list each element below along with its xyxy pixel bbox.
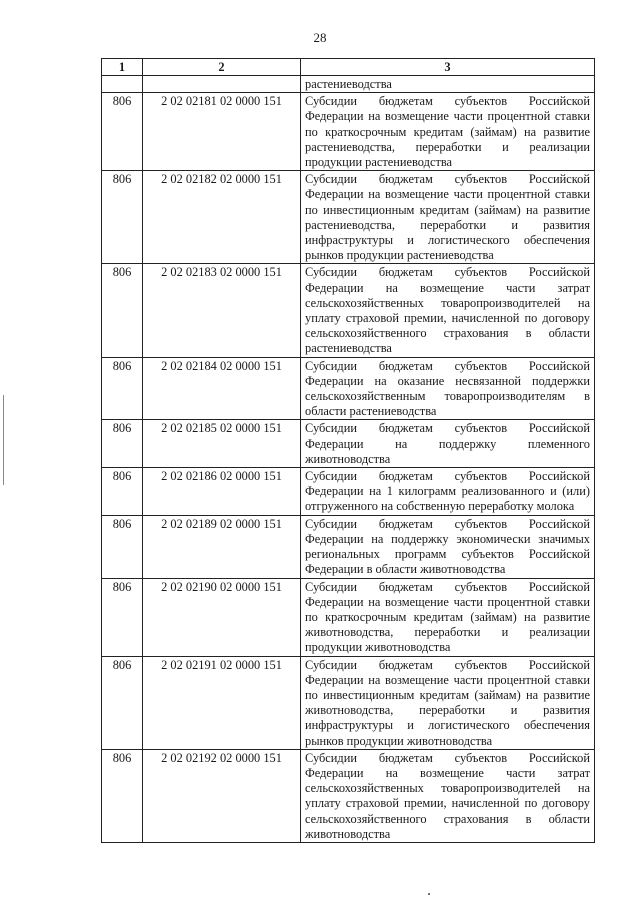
continuation-cell-2 bbox=[143, 76, 301, 93]
admin-code: 806 bbox=[102, 171, 143, 264]
table-row bbox=[102, 264, 595, 357]
income-description: Субсидии бюджетам субъектов Российской Федерации на оказание несвязанной поддержки сельскохозяйственным товаропроизводителям в области растениеводства bbox=[301, 357, 595, 420]
income-description: Субсидии бюджетам субъектов Российской Федерации на возмещение части процентной ставки по инвестиционным кредитам (займам) на развитие животноводства, переработки и развития инфраструктуры и логистического обеспечения рынков продукции животноводства bbox=[301, 656, 595, 749]
income-code: 2 02 02181 02 0000 151 bbox=[143, 93, 301, 171]
table-row bbox=[102, 578, 595, 656]
admin-code: 806 bbox=[102, 749, 143, 842]
continuation-cell-1 bbox=[102, 76, 143, 93]
income-description: Субсидии бюджетам субъектов Российской Федерации на возмещение части процентной ставки по краткосрочным кредитам (займам) на развитие животноводства, переработки и реализации продукции животноводства bbox=[301, 578, 595, 656]
income-description: Субсидии бюджетам субъектов Российской Федерации на поддержку племенного животноводства bbox=[301, 420, 595, 468]
admin-code: 806 bbox=[102, 468, 143, 516]
table-row bbox=[102, 171, 595, 264]
continuation-text: растениеводства bbox=[301, 76, 595, 93]
admin-code: 806 bbox=[102, 357, 143, 420]
column-header-2: 2 bbox=[143, 59, 301, 76]
income-description: Субсидии бюджетам субъектов Российской Федерации на возмещение части затрат сельскохозяйственных товаропроизводителей на уплату страховой премии, начисленной по договору сельскохозяйственного страхования в области растениеводства bbox=[301, 264, 595, 357]
admin-code: 806 bbox=[102, 93, 143, 171]
table-row bbox=[102, 656, 595, 749]
scan-dot-mark bbox=[428, 893, 430, 895]
income-description: Субсидии бюджетам субъектов Российской Федерации на 1 килограмм реализованного и (или) отгруженного на собственную переработку молока bbox=[301, 468, 595, 516]
income-description: Субсидии бюджетам субъектов Российской Федерации на возмещение части процентной ставки по краткосрочным кредитам (займам) на развитие растениеводства, переработки и реализации продукции растениеводства bbox=[301, 93, 595, 171]
income-description: Субсидии бюджетам субъектов Российской Федерации на возмещение части затрат сельскохозяйственных товаропроизводителей на уплату страховой премии, начисленной по договору сельскохозяйственного страхования в области животноводства bbox=[301, 749, 595, 842]
income-code: 2 02 02185 02 0000 151 bbox=[143, 420, 301, 468]
table-row bbox=[102, 515, 595, 578]
table-row bbox=[102, 749, 595, 842]
admin-code: 806 bbox=[102, 656, 143, 749]
income-code: 2 02 02182 02 0000 151 bbox=[143, 171, 301, 264]
table-row bbox=[102, 93, 595, 171]
table-row bbox=[102, 357, 595, 420]
income-code: 2 02 02190 02 0000 151 bbox=[143, 578, 301, 656]
header-row bbox=[102, 59, 595, 76]
table-row bbox=[102, 420, 595, 468]
income-code: 2 02 02192 02 0000 151 bbox=[143, 749, 301, 842]
admin-code: 806 bbox=[102, 578, 143, 656]
table-row bbox=[102, 468, 595, 516]
admin-code: 806 bbox=[102, 515, 143, 578]
column-header-1: 1 bbox=[102, 59, 143, 76]
income-code: 2 02 02186 02 0000 151 bbox=[143, 468, 301, 516]
column-header-3: 3 bbox=[301, 59, 595, 76]
income-code: 2 02 02184 02 0000 151 bbox=[143, 357, 301, 420]
admin-code: 806 bbox=[102, 420, 143, 468]
income-code: 2 02 02191 02 0000 151 bbox=[143, 656, 301, 749]
continuation-row bbox=[102, 76, 595, 93]
income-code: 2 02 02189 02 0000 151 bbox=[143, 515, 301, 578]
admin-code: 806 bbox=[102, 264, 143, 357]
income-code: 2 02 02183 02 0000 151 bbox=[143, 264, 301, 357]
income-description: Субсидии бюджетам субъектов Российской Федерации на поддержку экономически значимых региональных программ субъектов Российской Федерации в области животноводства bbox=[301, 515, 595, 578]
page-number: 28 bbox=[313, 30, 327, 45]
scan-margin-mark bbox=[3, 395, 4, 485]
income-description: Субсидии бюджетам субъектов Российской Федерации на возмещение части процентной ставки по инвестиционным кредитам (займам) на развитие растениеводства, переработки и развития инфраструктуры и логистического обеспечения рынков продукции растениеводства bbox=[301, 171, 595, 264]
budget-codes-table bbox=[101, 58, 595, 843]
